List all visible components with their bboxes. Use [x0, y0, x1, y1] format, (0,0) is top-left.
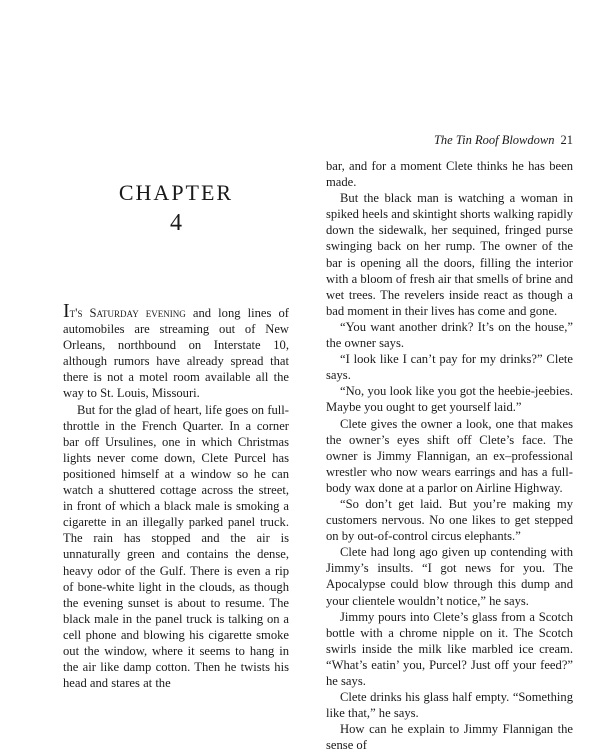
- running-head-title: The Tin Roof Blowdown: [433, 133, 555, 147]
- paragraph: Clete had long ago given up contending with Jimmy’s insults. “I got news for you. The Apocalypse could blow through this dump and your clientele wouldn’t notice,” he says.: [326, 545, 573, 608]
- left-page: [0, 0, 300, 750]
- chapter-number: 4: [170, 210, 182, 236]
- opening-text: and long lines of automobiles are streaming out of New Orleans, northbound on Interstate 10, although rumors have already spread that there is not a motel room available all the way to St. Louis, Missouri.: [63, 306, 289, 401]
- paragraph: But the black man is watching a woman in spiked heels and skintight shorts walking rapidly down the sidewalk, her sequined, fringed purse swinging back on her rump. The owner of the bar is opening all the doors, filling the interior with a bloom of fresh air that smells of brine and wet trees. The revelers inside react as though a bad moment in their lives has come and gone.: [326, 191, 573, 318]
- left-page-text: [63, 300, 289, 691]
- right-page: [300, 0, 600, 753]
- paragraph: But for the glad of heart, life goes on full-throttle in the French Quarter. In a corner bar off Ursulines, one in which Christmas lights never come down, Clete Purcel has positioned himself at a window so he can watch a shuttered cottage across the street, in front of which a black male is smoking a cigarette in an illegally parked panel truck. The rain has stopped and the air is unnaturally green and contains the dense, heavy odor of the Gulf. There is even a rip of bone-white light in the clouds, as though the evening sunset is about to resume. The black male in the panel truck is talking on a cell phone and blowing his cigarette smoke out the window, where it seems to hang in the air like damp cotton. Then he twists his head and stares at the: [63, 402, 289, 691]
- paragraph: “You want another drink? It’s on the house,” the owner says.: [326, 319, 573, 351]
- paragraph: “No, you look like you got the heebie-jeebies. Maybe you ought to get yourself laid.”: [326, 384, 573, 415]
- page-number: 21: [560, 133, 573, 147]
- paragraph: Clete drinks his glass half empty. “Something like that,” he says.: [326, 690, 573, 721]
- drop-initial: I: [63, 300, 70, 322]
- opening-small-caps: t's Saturday evening: [69, 306, 186, 320]
- right-page-text: [326, 158, 573, 753]
- paragraph: “So don’t get laid. But you’re making my customers nervous. No one likes to get stepped on by out-of-control circus elephants.”: [326, 496, 573, 544]
- continued-paragraph: bar, and for a moment Clete thinks he has been made.: [326, 159, 573, 190]
- paragraph: “I look like I can’t pay for my drinks?” Clete says.: [326, 352, 573, 383]
- paragraph: Jimmy pours into Clete’s glass from a Scotch bottle with a chrome nipple on it. The Scotch swirls inside the milk like marbled ice cream. “What’s eatin’ you, Purcel? Just off your feed?” he says.: [326, 609, 573, 688]
- paragraph: Clete gives the owner a look, one that makes the owner’s eyes shift off Clete’s face. The owner is Jimmy Flannigan, an ex–professional wrestler who now wears earrings and has a full-body wax done at a parlor on Airline Highway.: [326, 416, 573, 495]
- chapter-heading: [62, 180, 290, 238]
- chapter-label: CHAPTER: [118, 180, 234, 205]
- paragraph: How can he explain to Jimmy Flannigan the sense of: [326, 722, 573, 753]
- running-head: [434, 132, 573, 148]
- opening-paragraph: [63, 300, 289, 402]
